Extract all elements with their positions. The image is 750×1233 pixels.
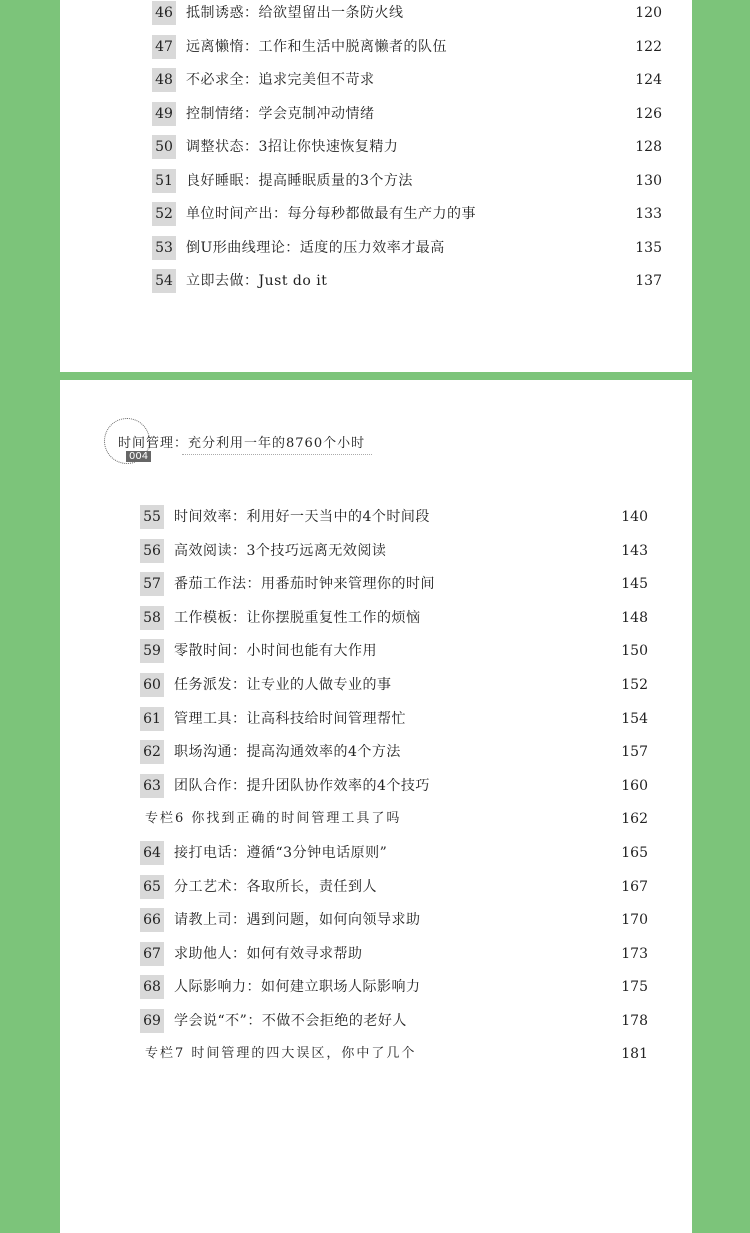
- chapter-number: 49: [152, 102, 176, 126]
- chapter-number: 50: [152, 135, 176, 159]
- column-entry: [145, 1042, 650, 1066]
- chapter-title: 控制情绪：学会克制冲动情绪: [186, 105, 375, 122]
- page-ref: 157: [621, 744, 648, 761]
- column-title: 专栏6 你找到正确的时间管理工具了吗: [145, 811, 402, 826]
- page-ref: 137: [635, 273, 662, 289]
- chapter-title: 高效阅读：3个技巧远离无效阅读: [174, 542, 387, 559]
- page-ref: 152: [621, 677, 648, 693]
- page-ref: 135: [635, 239, 662, 256]
- chapter-number: 62: [140, 740, 164, 764]
- chapter-number: 55: [140, 505, 164, 529]
- toc-entry: [152, 1, 664, 25]
- chapter-title: 工作模板：让你摆脱重复性工作的烦恼: [174, 609, 421, 626]
- chapter-title: 时间效率：利用好一天当中的4个时间段: [174, 509, 430, 525]
- toc-entry: [152, 269, 664, 293]
- chapter-title: 调整状态：3招让你快速恢复精力: [186, 139, 399, 155]
- chapter-title: 远离懒惰：工作和生活中脱离懒者的队伍: [186, 38, 447, 55]
- chapter-number: 68: [140, 975, 164, 999]
- chapter-title: 学会说“不”：不做不会拒绝的老好人: [174, 1013, 407, 1029]
- header-divider: [182, 454, 372, 456]
- page-ref: 150: [621, 643, 648, 660]
- chapter-number: 57: [140, 572, 164, 596]
- toc-entry: [140, 539, 650, 563]
- toc-entry: [140, 841, 650, 865]
- chapter-title: 零散时间：小时间也能有大作用: [174, 643, 377, 660]
- header-title: 时间管理：充分利用一年的8760个小时: [118, 436, 366, 451]
- page-number: 004: [126, 451, 151, 462]
- chapter-title: 分工艺术：各取所长，责任到人: [174, 878, 377, 895]
- toc-entry: [152, 236, 664, 260]
- chapter-title: 管理工具：让高科技给时间管理帮忙: [174, 710, 406, 727]
- running-header: [104, 418, 504, 464]
- toc-entry: [140, 673, 650, 697]
- page-ref: 181: [621, 1046, 648, 1062]
- page-ref: 175: [621, 979, 648, 996]
- page-ref: 160: [621, 777, 648, 794]
- toc-entry: [152, 202, 664, 226]
- chapter-title: 番茄工作法：用番茄时钟来管理你的时间: [174, 576, 435, 593]
- chapter-number: 46: [152, 1, 176, 25]
- chapter-number: 48: [152, 68, 176, 92]
- toc-entry: [140, 606, 650, 630]
- chapter-number: 53: [152, 236, 176, 260]
- chapter-number: 58: [140, 606, 164, 630]
- chapter-title: 立即去做：Just do it: [186, 273, 328, 289]
- toc-entry: [140, 707, 650, 731]
- chapter-number: 56: [140, 539, 164, 563]
- toc-page-top: [60, 0, 692, 372]
- chapter-number: 52: [152, 202, 176, 226]
- toc-entry: [152, 135, 664, 159]
- chapter-title: 接打电话：遵循“3分钟电话原则”: [174, 845, 388, 861]
- toc-entry: [140, 572, 650, 596]
- chapter-title: 职场沟通：提高沟通效率的4个方法: [174, 744, 401, 761]
- chapter-number: 59: [140, 639, 164, 663]
- page-ref: 120: [635, 5, 662, 21]
- chapter-title: 抵制诱惑：给欲望留出一条防火线: [186, 5, 404, 21]
- toc-entry: [140, 908, 650, 932]
- toc-entry: [140, 975, 650, 999]
- chapter-title: 单位时间产出：每分每秒都做最有生产力的事: [186, 206, 476, 222]
- page-ref: 133: [635, 206, 662, 222]
- toc-entry: [152, 35, 664, 59]
- page-ref: 178: [621, 1013, 648, 1029]
- toc-entry: [140, 875, 650, 899]
- chapter-number: 69: [140, 1009, 164, 1033]
- page-ref: 165: [621, 845, 648, 861]
- chapter-title: 不必求全：追求完美但不苛求: [186, 72, 375, 88]
- toc-entry: [140, 639, 650, 663]
- chapter-title: 团队合作：提升团队协作效率的4个技巧: [174, 777, 430, 794]
- column-title: 专栏7 时间管理的四大误区，你中了几个: [145, 1046, 417, 1061]
- chapter-number: 51: [152, 169, 176, 193]
- page-ref: 140: [621, 509, 648, 525]
- chapter-number: 64: [140, 841, 164, 865]
- page-ref: 145: [621, 576, 648, 593]
- chapter-title: 任务派发：让专业的人做专业的事: [174, 677, 392, 693]
- toc-page-bottom: [60, 380, 692, 1233]
- page-ref: 126: [635, 105, 662, 122]
- chapter-number: 67: [140, 942, 164, 966]
- page-ref: 128: [635, 139, 662, 155]
- page-ref: 170: [621, 912, 648, 929]
- page-ref: 173: [621, 945, 648, 962]
- chapter-number: 54: [152, 269, 176, 293]
- chapter-title: 请教上司：遇到问题，如何向领导求助: [174, 912, 421, 929]
- page-ref: 162: [621, 811, 648, 827]
- page-ref: 130: [635, 172, 662, 189]
- chapter-title: 倒U形曲线理论：适度的压力效率才最高: [186, 239, 445, 256]
- column-entry: [145, 807, 650, 831]
- toc-entry: [140, 774, 650, 798]
- chapter-title: 人际影响力：如何建立职场人际影响力: [174, 979, 421, 996]
- chapter-number: 61: [140, 707, 164, 731]
- toc-entry: [140, 740, 650, 764]
- toc-entry: [140, 942, 650, 966]
- toc-entry: [152, 68, 664, 92]
- page-ref: 154: [621, 710, 648, 727]
- page-ref: 143: [621, 542, 648, 559]
- chapter-number: 60: [140, 673, 164, 697]
- chapter-number: 63: [140, 774, 164, 798]
- page-ref: 122: [635, 38, 662, 55]
- toc-entry: [140, 1009, 650, 1033]
- toc-entry: [152, 102, 664, 126]
- chapter-number: 65: [140, 875, 164, 899]
- chapter-title: 求助他人：如何有效寻求帮助: [174, 945, 363, 962]
- page-ref: 167: [621, 878, 648, 895]
- toc-entry: [140, 505, 650, 529]
- chapter-number: 47: [152, 35, 176, 59]
- page-ref: 148: [621, 609, 648, 626]
- chapter-title: 良好睡眠：提高睡眠质量的3个方法: [186, 172, 413, 189]
- chapter-number: 66: [140, 908, 164, 932]
- toc-entry: [152, 169, 664, 193]
- page-ref: 124: [635, 72, 662, 88]
